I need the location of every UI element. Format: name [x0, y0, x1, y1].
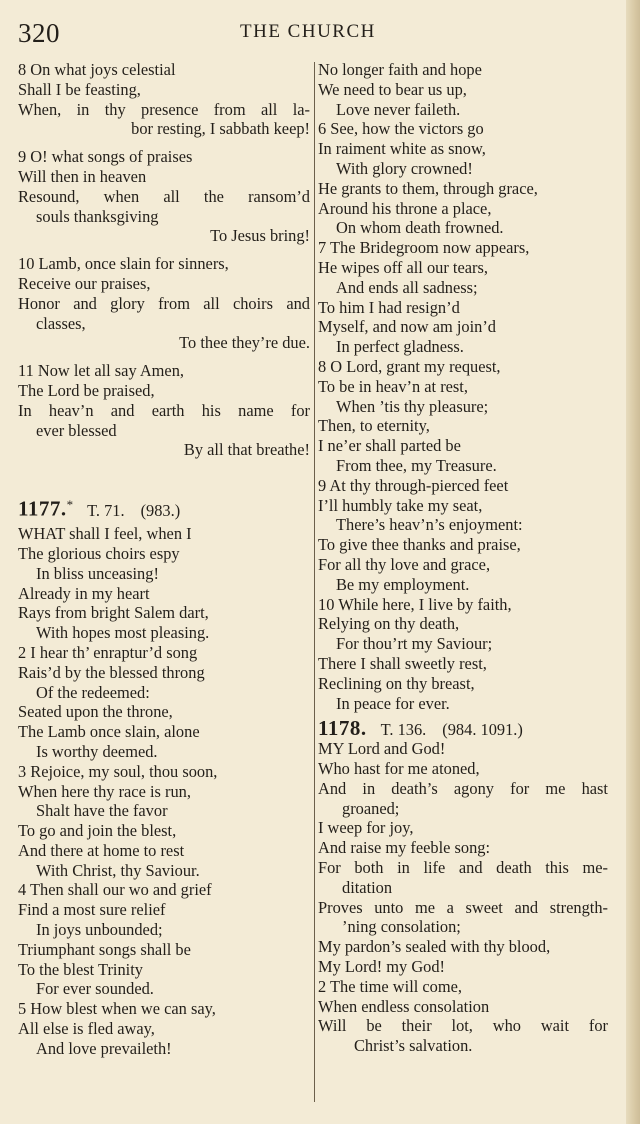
- verse-line: With hopes most pleasing.: [36, 623, 210, 643]
- verse-line: By all that breathe!: [183, 440, 310, 460]
- verse-line: Resound, when all the ransom’d: [18, 186, 310, 206]
- verse-line: ’ning consolation;: [342, 917, 461, 937]
- verse-line: And in death’s agony for me hast: [318, 778, 608, 798]
- verse-line: When endless consolation: [318, 996, 490, 1016]
- verse-line: In heav’n and earth his name for: [18, 400, 310, 420]
- verse-line: 3 Rejoice, my soul, thou soon,: [18, 761, 218, 781]
- hymn-references: (984. 1091.): [442, 720, 523, 740]
- right-column: [318, 60, 608, 1100]
- hymn-heading: [18, 494, 310, 521]
- verse-line: In joys unbounded;: [36, 920, 163, 940]
- verse-gap: [18, 139, 310, 147]
- verse-line: MY Lord and God!: [318, 739, 446, 759]
- verse-line: In raiment white as snow,: [318, 139, 486, 159]
- verse-line: Shalt have the favor: [36, 801, 168, 821]
- verse-line: Reclining on thy breast,: [318, 673, 475, 693]
- verse-line: Shall I be feasting,: [18, 79, 141, 99]
- verse-line: 11 Now let all say Amen,: [18, 361, 185, 381]
- verse-line: 7 The Bridegroom now appears,: [318, 238, 530, 258]
- verse-line: The Lamb once slain, alone: [18, 722, 200, 742]
- verse-line: When ’tis thy pleasure;: [336, 396, 489, 416]
- verse-line: The glorious choirs espy: [18, 543, 180, 563]
- column-divider: [314, 62, 315, 1102]
- page-edge: [626, 0, 640, 1124]
- verse-line: My pardon’s sealed with thy blood,: [318, 937, 551, 957]
- verse-line: Receive our praises,: [18, 273, 151, 293]
- verse-line: For all thy love and grace,: [318, 554, 491, 574]
- verse-line: All else is fled away,: [18, 1019, 155, 1039]
- verse-line: 9 At thy through-pierced feet: [318, 475, 509, 495]
- verse-line: To give thee thanks and praise,: [318, 535, 521, 555]
- verse-line: Relying on thy death,: [318, 614, 460, 634]
- verse-line: 9 O! what songs of praises: [18, 147, 193, 167]
- verse-line: He wipes off all our tears,: [318, 257, 488, 277]
- verse-line: No longer faith and hope: [318, 60, 482, 79]
- hymn-number: 1177.: [18, 496, 67, 521]
- verse-line: He grants to them, through grace,: [318, 178, 538, 198]
- section-gap: [18, 460, 310, 494]
- page-number: 320: [18, 18, 60, 48]
- verse-line: Already in my heart: [18, 583, 150, 603]
- hymn-asterisk: *: [66, 497, 74, 513]
- verse-line: There’s heav’n’s enjoyment:: [336, 515, 523, 535]
- verse-line: I’ll humbly take my seat,: [318, 495, 483, 515]
- verse-line: To him I had resign’d: [318, 297, 460, 317]
- verse-line: Then, to eternity,: [318, 416, 430, 436]
- verse-line: For both in life and death this me-: [318, 858, 608, 878]
- verse-line: To go and join the blest,: [18, 821, 177, 841]
- verse-line: 2 The time will come,: [318, 976, 462, 996]
- verse-line: Seated upon the throne,: [18, 702, 173, 722]
- verse-line: 8 O Lord, grant my request,: [318, 356, 501, 376]
- verse-line: Who hast for me atoned,: [318, 759, 480, 779]
- verse-line: 5 How blest when we can say,: [18, 999, 216, 1019]
- verse-line: Is worthy deemed.: [36, 741, 158, 761]
- verse-line: classes,: [36, 313, 86, 333]
- verse-line: To the blest Trinity: [18, 959, 143, 979]
- verse-line: I weep for joy,: [318, 818, 414, 838]
- hymn-tune: T. 71.: [87, 500, 125, 520]
- verse-line: Find a most sure relief: [18, 900, 166, 920]
- verse-line: With Christ, thy Saviour.: [36, 860, 200, 880]
- verse-line: The Lord be praised,: [18, 380, 155, 400]
- verse-line: Proves unto me a sweet and strength-: [318, 897, 608, 917]
- verse-line: From thee, my Treasure.: [336, 455, 497, 475]
- verse-line: Will then in heaven: [18, 166, 147, 186]
- verse-line: To thee they’re due.: [179, 333, 310, 353]
- verse-line: In perfect gladness.: [336, 337, 464, 357]
- verse-line: Rais’d by the blessed throng: [18, 662, 205, 682]
- verse-line: Honor and glory from all choirs and: [18, 293, 310, 313]
- verse-line: Myself, and now am join’d: [318, 317, 496, 337]
- verse-line: With glory crowned!: [336, 158, 473, 178]
- hymn-number: 1178.: [318, 716, 367, 741]
- verse-line: Christ’s salvation.: [354, 1036, 473, 1056]
- verse-line: And raise my feeble song:: [318, 838, 491, 858]
- verse-line: In bliss unceasing!: [36, 563, 159, 583]
- verse-line: souls thanksgiving: [36, 206, 159, 226]
- hymn-heading: [318, 717, 608, 739]
- verse-line: To Jesus bring!: [210, 226, 310, 246]
- verse-line: Around his throne a place,: [318, 198, 492, 218]
- verse-gap: [18, 353, 310, 361]
- left-column: [18, 60, 310, 1100]
- running-head: THE CHURCH: [240, 21, 376, 42]
- verse-line: To be in heav’n at rest,: [318, 376, 468, 396]
- verse-line: 4 Then shall our wo and grief: [18, 880, 212, 900]
- verse-line: For ever sounded.: [36, 979, 154, 999]
- verse-line: My Lord! my God!: [318, 957, 446, 977]
- verse-line: I ne’er shall parted be: [318, 436, 461, 456]
- verse-line: WHAT shall I feel, when I: [18, 524, 192, 544]
- verse-line: 6 See, how the victors go: [318, 119, 484, 139]
- verse-line: We need to bear us up,: [318, 79, 467, 99]
- hymn-tune: T. 136.: [380, 720, 427, 740]
- verse-line: When here thy race is run,: [18, 781, 191, 801]
- verse-line: 2 I hear th’ enraptur’d song: [18, 642, 198, 662]
- verse-line: Be my employment.: [336, 574, 470, 594]
- hymn-references: (983.): [140, 500, 181, 520]
- verse-line: 10 Lamb, once slain for sinners,: [18, 254, 229, 274]
- verse-line: Of the redeemed:: [36, 682, 150, 702]
- verse-line: And there at home to rest: [18, 840, 185, 860]
- verse-line: groaned;: [342, 798, 400, 818]
- verse-line: Will be their lot, who wait for: [318, 1016, 608, 1036]
- verse-line: ever blessed: [36, 420, 117, 440]
- verse-line: Triumphant songs shall be: [18, 939, 191, 959]
- verse-line: And ends all sadness;: [336, 277, 478, 297]
- verse-line: Rays from bright Salem dart,: [18, 603, 209, 623]
- verse-line: 10 While here, I live by faith,: [318, 594, 512, 614]
- verse-line: 8 On what joys celestial: [18, 60, 176, 79]
- verse-line: ditation: [342, 877, 393, 897]
- verse-line: And love prevaileth!: [36, 1038, 172, 1058]
- verse-line: When, in thy presence from all la-: [18, 99, 310, 119]
- verse-line: For thou’rt my Saviour;: [336, 634, 493, 654]
- verse-line: Love never faileth.: [336, 99, 461, 119]
- verse-line: In peace for ever.: [336, 693, 450, 713]
- verse-line: bor resting, I sabbath keep!: [131, 119, 310, 139]
- page-header: [18, 18, 608, 54]
- verse-line: On whom death frowned.: [336, 218, 504, 238]
- verse-line: There I shall sweetly rest,: [318, 653, 487, 673]
- verse-gap: [18, 246, 310, 254]
